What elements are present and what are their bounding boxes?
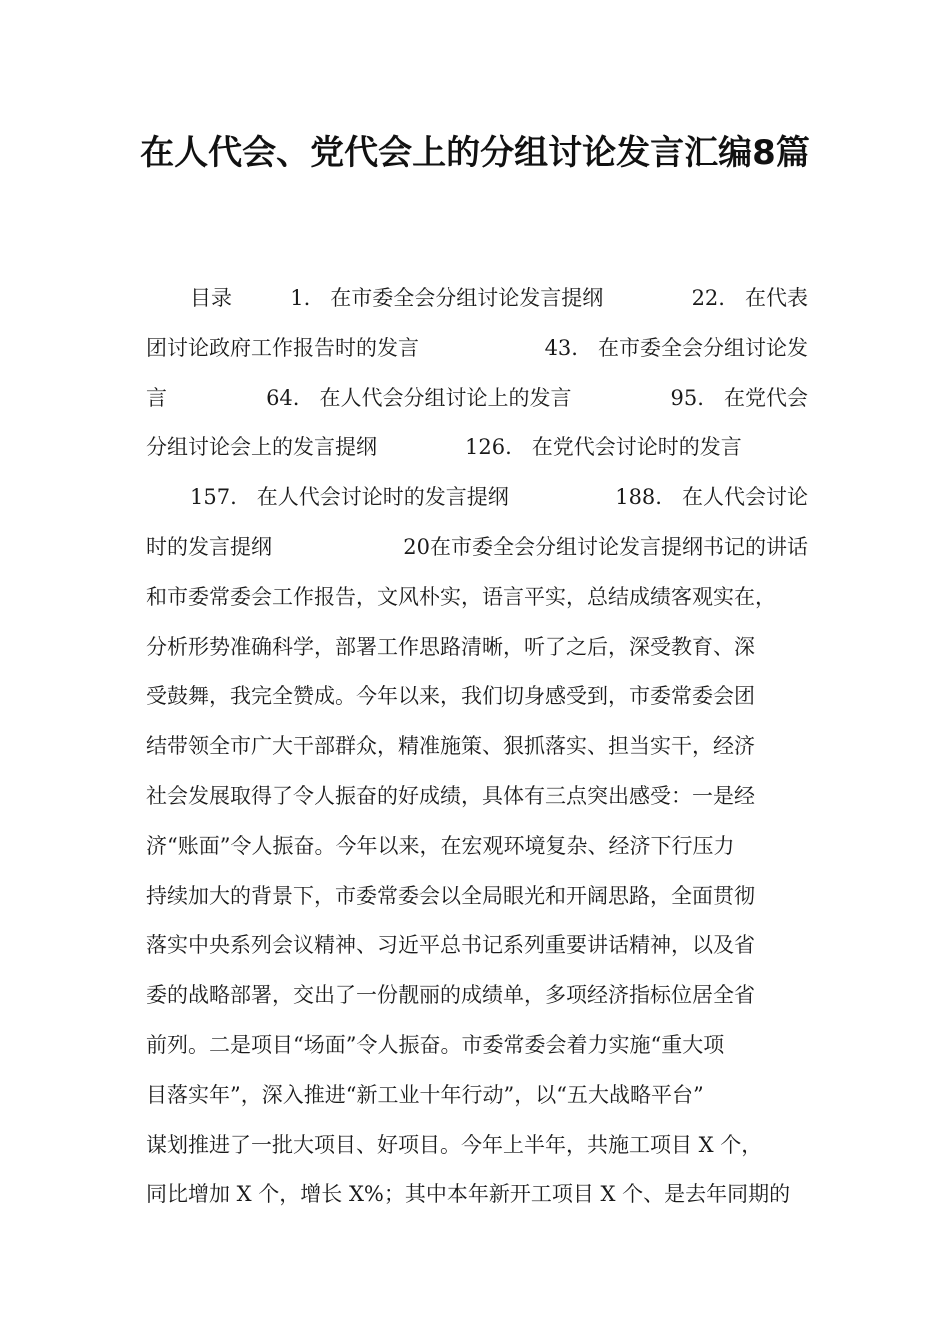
body-line: 分析形势准确科学，部署工作思路清晰，听了之后，深受教育、深 — [146, 634, 755, 659]
body-line: 委的战略部署，交出了一份靓丽的成绩单，多项经济指标位居全省 — [146, 983, 755, 1008]
toc-line — [146, 473, 808, 523]
body-line: 社会发展取得了令人振奋的好成绩，具体有三点突出感受：一是经 — [146, 783, 755, 808]
body-line: 持续加大的背景下，市委常委会以全局眼光和开阔思路，全面贯彻 — [146, 883, 755, 908]
toc-segment: 126. 在党代会讨论时的发言 — [465, 435, 742, 460]
toc-line — [146, 423, 808, 473]
toc-line — [146, 274, 808, 324]
body-line: 结带领全市广大干部群众，精准施策、狠抓落实、担当实干，经济 — [146, 734, 755, 759]
toc-line — [146, 523, 808, 573]
toc-segment: 20在市委全会分组讨论发言提纲书记的讲话 — [403, 534, 808, 559]
document-title: 在人代会、党代会上的分组讨论发言汇编8篇 — [140, 133, 810, 173]
body-line: 落实中央系列会议精神、习近平总书记系列重要讲话精神，以及省 — [146, 933, 755, 958]
toc-segment: 188. 在人代会讨论 — [615, 485, 808, 510]
toc-segment: 1. 在市委全会分组讨论发言提纲 — [290, 286, 604, 310]
body-line: 受鼓舞，我完全赞成。今年以来，我们切身感受到，市委常委会团 — [146, 684, 755, 709]
toc-segment: 157. 在人代会讨论时的发言提纲 — [190, 485, 509, 510]
toc-segment: 团讨论政府工作报告时的发言 — [146, 335, 419, 360]
body-line: 目落实年”，深入推进“新工业十年行动”，以“五大战略平台” — [146, 1082, 704, 1107]
toc-segment: 言 — [146, 385, 167, 410]
body-line: 和市委常委会工作报告，文风朴实，语言平实，总结成绩客观实在， — [146, 584, 776, 609]
toc-segment: 43. 在市委全会分组讨论发 — [544, 335, 808, 360]
toc-segment: 22. 在代表 — [691, 286, 808, 310]
toc-segment: 时的发言提纲 — [146, 534, 272, 559]
body-line: 前列。二是项目“场面”令人振奋。市委常委会着力实施“重大项 — [146, 1032, 725, 1057]
toc-line — [146, 374, 808, 424]
toc-line — [146, 324, 808, 374]
body-line: 同比增加 X 个，增长 X%；其中本年新开工项目 X 个、是去年同期的 — [146, 1182, 791, 1207]
toc-segment: 目录 — [190, 286, 232, 310]
document-body — [146, 274, 808, 1220]
body-line: 济“账面”令人振奋。今年以来，在宏观环境复杂、经济下行压力 — [146, 833, 735, 858]
toc-segment: 分组讨论会上的发言提纲 — [146, 435, 377, 460]
toc-segment: 64. 在人代会分组讨论上的发言 — [266, 385, 572, 410]
body-line: 谋划推进了一批大项目、好项目。今年上半年，共施工项目 X 个， — [146, 1132, 763, 1157]
toc-segment: 95. 在党代会 — [670, 385, 808, 410]
